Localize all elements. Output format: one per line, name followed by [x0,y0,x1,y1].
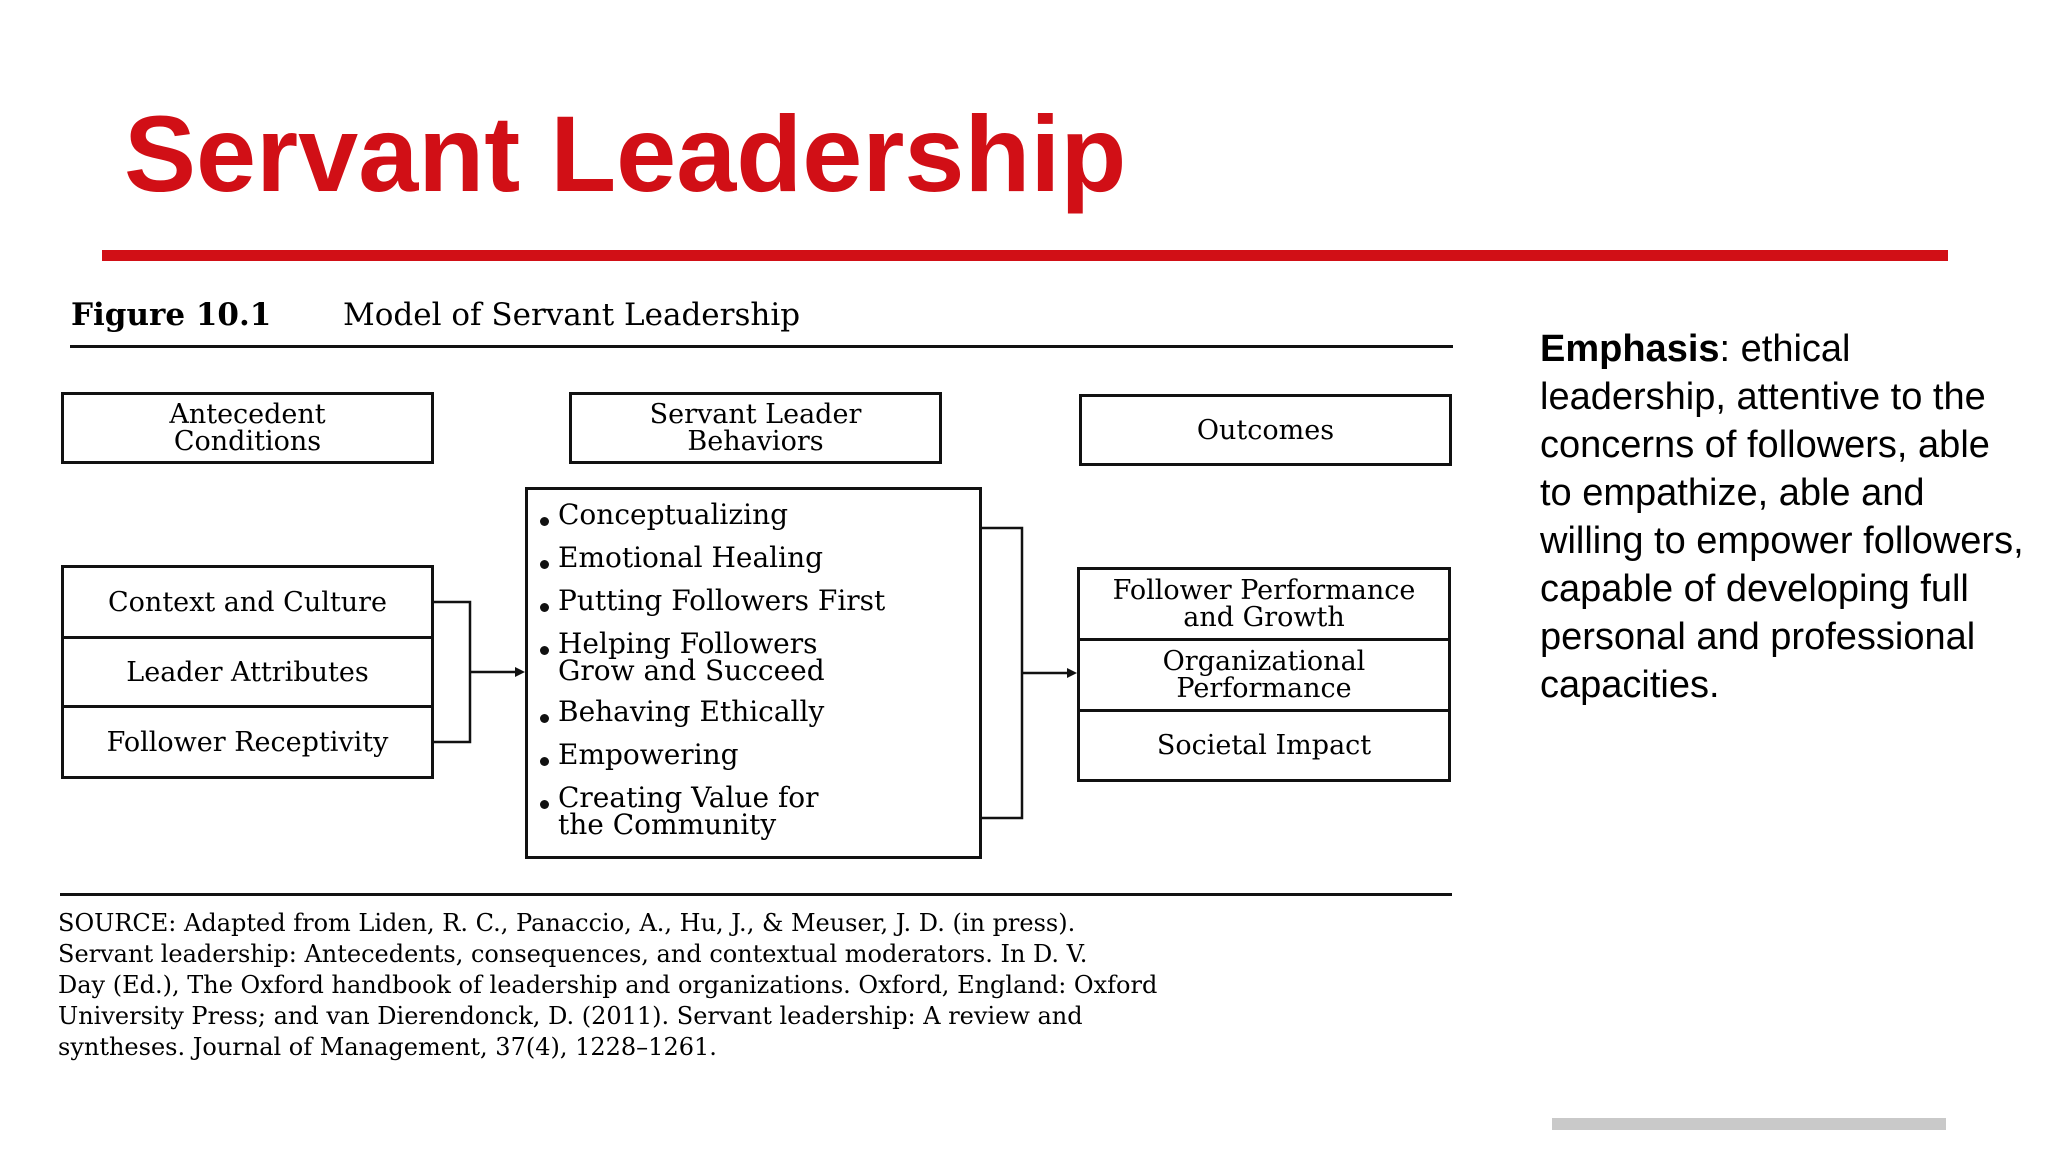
slide-title: Servant Leadership [124,93,1127,214]
figure-bottom-rule [60,893,1452,896]
figure-label: Figure 10.1 [71,297,272,333]
behavior-item: Helping Followers Grow and Succeed [558,627,825,687]
behavior-item: Putting Followers First [558,584,886,617]
behaviors-arrowhead [1067,668,1077,678]
behavior-item: Empowering [558,738,739,771]
antecedents-header: Antecedent Conditions [169,399,326,457]
antecedent-context-and-culture: Context and Culture [61,565,434,639]
behavior-item: Behaving Ethically [558,695,825,728]
outcomes-header: Outcomes [1196,414,1335,446]
behavior-item: Creating Value for the Community [558,781,819,841]
behaviors-bracket [982,528,1022,818]
emphasis-text: : ethical leadership, attentive to the concerns of followers, able to empathize, able and willing to empower followers, capable of developing full personal and professional capacities. [1540,328,2024,706]
source-line: syntheses. Journal of Management, 37(4), 1228–1261. [58,1033,717,1061]
source-line: Day (Ed.), The Oxford handbook of leadership and organizations. Oxford, England: Oxford [58,971,1158,999]
emphasis-note [1540,325,2030,709]
emphasis-label: Emphasis [1540,328,1720,370]
antecedent-leader-attributes: Leader Attributes [61,636,434,708]
outcome-societal-impact: Societal Impact [1077,709,1451,782]
outcome-follower-performance: Follower Performance and Growth [1077,567,1451,641]
outcome-organizational-performance: Organizational Performance [1077,638,1451,712]
behavior-item: Emotional Healing [558,541,824,574]
behavior-item: Conceptualizing [558,498,789,531]
source-citation [58,908,1458,1063]
source-line: SOURCE: Adapted from Liden, R. C., Panaccio, A., Hu, J., & Meuser, J. D. (in press). [58,909,1076,937]
source-line: University Press; and van Dierendonck, D. (2011). Servant leadership: A review and [58,1002,1083,1030]
antecedent-follower-receptivity: Follower Receptivity [61,705,434,779]
figure-caption: Model of Servant Leadership [343,297,801,333]
source-line: Servant leadership: Antecedents, consequences, and contextual moderators. In D. V. [58,940,1088,968]
antecedents-arrowhead [515,667,525,677]
antecedents-bracket [434,602,470,742]
horizontal-scrollbar[interactable] [1552,1118,1946,1130]
behaviors-header: Servant Leader Behaviors [649,399,862,457]
